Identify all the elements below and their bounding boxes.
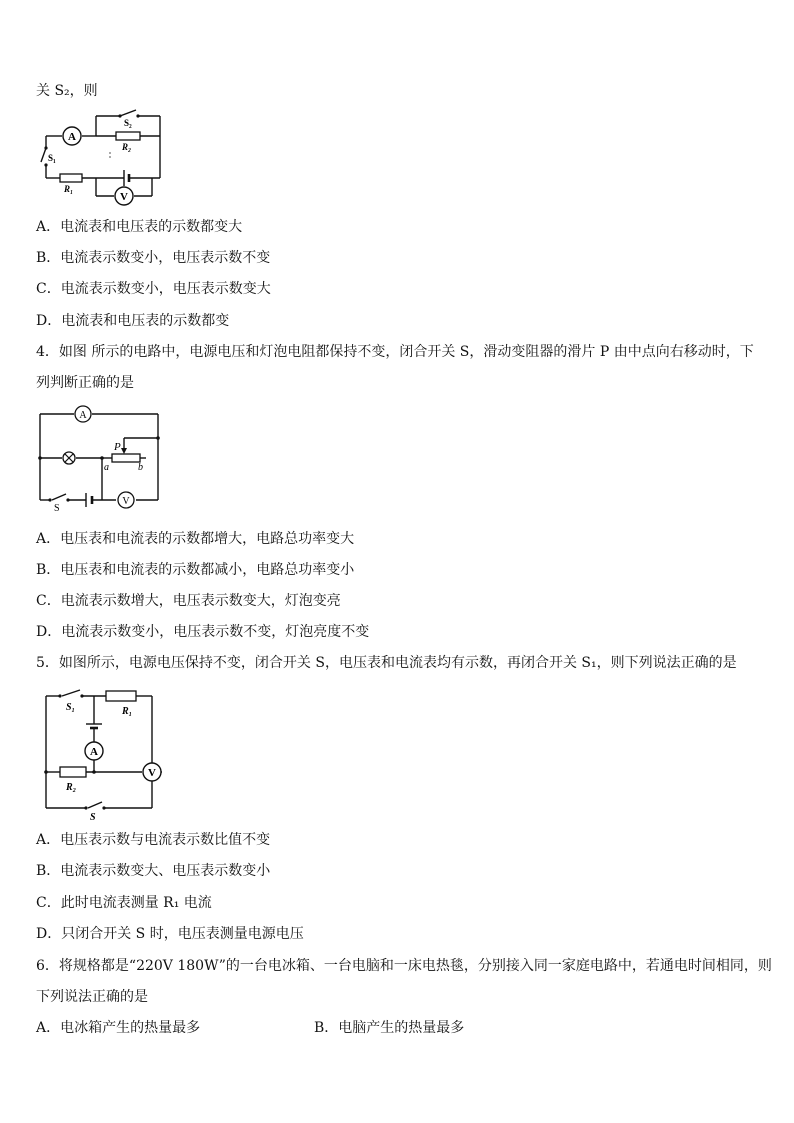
q5-voltmeter-label: V — [148, 767, 156, 779]
q4-slider-p-label: P — [114, 441, 121, 453]
q4-option-a: A．电压表和电流表的示数都增大，电路总功率变大 — [36, 531, 355, 547]
q6-option-a: A．电冰箱产生的热量最多 — [36, 1020, 201, 1036]
q5-option-a: A．电压表示数与电流表示数比值不变 — [36, 832, 271, 848]
q4-end-b-label: b — [138, 462, 143, 473]
q4-circuit-diagram — [36, 404, 166, 514]
q5-option-c: C．此时电流表测量 R₁ 电流 — [36, 895, 212, 911]
q4-stem-line2: 列判断正确的是 — [36, 375, 134, 391]
q3-option-b: B．电流表示数变小，电压表示数不变 — [36, 250, 271, 266]
q5-s1-label: S₁ — [66, 702, 76, 713]
q5-circuit-diagram — [36, 686, 162, 820]
q6-option-b: B．电脑产生的热量最多 — [314, 1020, 465, 1036]
q3-s2-label: S₂ — [124, 118, 132, 128]
q4-option-d: D．电流表示数变小，电压表示数不变，灯泡亮度不变 — [36, 624, 370, 640]
q3-option-a: A．电流表和电压表的示数都变大 — [36, 219, 243, 235]
q3-option-c: C．电流表示数变小，电压表示数变大 — [36, 281, 271, 297]
q3-option-d: D．电流表和电压表的示数都变 — [36, 313, 230, 329]
q4-voltmeter-label: V — [122, 496, 130, 507]
q5-ammeter-label: A — [90, 746, 98, 758]
q5-option-b: B．电流表示数变大、电压表示数变小 — [36, 863, 271, 879]
q5-option-d: D．只闭合开关 S 时，电压表测量电源电压 — [36, 926, 304, 942]
q5-r1-label: R₁ — [122, 706, 133, 717]
q6-stem-line1: 6．将规格都是“220V 180W”的一台电冰箱、一台电脑和一床电热毯，分别接入同一家庭电路中，若通电时间相同，则 — [36, 958, 772, 974]
q4-option-c: C．电流表示数增大，电压表示数变大，灯泡变亮 — [36, 593, 341, 609]
q3-r2-label: R₂ — [122, 142, 132, 152]
q4-switch-label: S — [54, 503, 60, 514]
q3-voltmeter-label: V — [120, 191, 128, 203]
q4-option-b: B．电压表和电流表的示数都减小，电路总功率变小 — [36, 562, 355, 578]
q3-circuit-diagram — [36, 108, 168, 208]
q3-s1-label: S₁ — [48, 153, 56, 163]
q4-ammeter-label: A — [79, 410, 87, 421]
q5-r2-label: R₂ — [66, 782, 77, 793]
q3-stem-tail: 关 S₂，则 — [36, 83, 98, 99]
q3-r1-label: R₁ — [64, 184, 74, 194]
q5-stem: 5．如图所示，电源电压保持不变，闭合开关 S，电压表和电流表均有示数，再闭合开关 S₁，则下列说法正确的是 — [36, 655, 737, 671]
q3-ammeter-label: A — [68, 131, 76, 143]
q4-end-a-label: a — [104, 462, 109, 473]
q6-stem-line2: 下列说法正确的是 — [36, 989, 148, 1005]
q4-stem-line1: 4．如图 所示的电路中，电源电压和灯泡电阻都保持不变，闭合开关 S，滑动变阻器的滑片 P 由中点向右移动时，下 — [36, 344, 754, 360]
q5-switch-label: S — [90, 812, 96, 820]
